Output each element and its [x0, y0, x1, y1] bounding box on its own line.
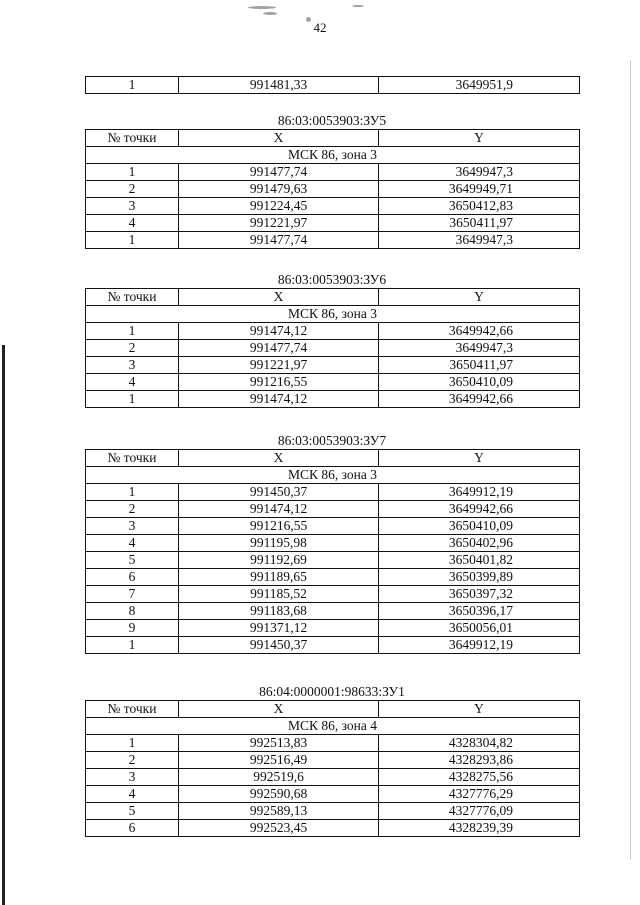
table-row	[86, 374, 580, 391]
table-row	[86, 637, 580, 654]
coordinates-table	[85, 700, 580, 837]
coordinate-system-zone: МСК 86, зона 4	[86, 718, 580, 735]
x-coordinate: 991192,69	[179, 552, 379, 569]
coordinates-table	[85, 449, 580, 654]
y-coordinate: 3649912,19	[379, 637, 580, 654]
y-coordinate: 3649947,3	[379, 164, 580, 181]
x-coordinate: 991195,98	[179, 535, 379, 552]
x-coordinate: 992589,13	[179, 803, 379, 820]
y-coordinate: 3649947,3	[379, 232, 580, 249]
y-coordinate: 3650401,82	[379, 552, 580, 569]
point-number: 3	[86, 198, 179, 215]
table-row	[86, 518, 580, 535]
section-title: 86:03:0053903:ЗУ7	[277, 433, 387, 448]
table-row	[86, 391, 580, 408]
x-coordinate: 991477,74	[179, 164, 379, 181]
header-row	[86, 289, 580, 306]
section-title: 86:03:0053903:ЗУ6	[277, 272, 387, 287]
point-number: 1	[86, 164, 179, 181]
point-number: 2	[86, 340, 179, 357]
table-row	[86, 820, 580, 837]
table-row	[86, 569, 580, 586]
scan-speck	[248, 6, 276, 9]
point-number: 1	[86, 323, 179, 340]
table-row	[86, 323, 580, 340]
y-coordinate: 3650397,32	[379, 586, 580, 603]
x-coordinate: 991216,55	[179, 374, 379, 391]
point-number: 1	[86, 77, 179, 94]
point-number-header: № точки	[86, 450, 179, 467]
y-coordinate: 3650399,89	[379, 569, 580, 586]
y-coordinate: 3649951,9	[379, 77, 580, 94]
y-coordinate: 3650411,97	[379, 215, 580, 232]
coordinate-system-zone: МСК 86, зона 3	[86, 147, 580, 164]
x-coordinate: 991221,97	[179, 215, 379, 232]
table-row	[86, 232, 580, 249]
y-coordinate: 4327776,29	[379, 786, 580, 803]
table-row	[86, 803, 580, 820]
x-coordinate: 991221,97	[179, 357, 379, 374]
x-coordinate: 991481,33	[179, 77, 379, 94]
zone-row	[86, 467, 580, 484]
scan-edge-line	[630, 60, 631, 860]
x-coordinate: 991474,12	[179, 391, 379, 408]
header-row	[86, 130, 580, 147]
table-row	[86, 786, 580, 803]
coordinates-table	[85, 129, 580, 249]
header-row	[86, 450, 580, 467]
point-number: 1	[86, 484, 179, 501]
y-header: Y	[379, 450, 580, 467]
y-coordinate: 3649942,66	[379, 391, 580, 408]
x-coordinate: 991477,74	[179, 340, 379, 357]
header-row	[86, 701, 580, 718]
table-row	[86, 769, 580, 786]
coordinate-system-zone: МСК 86, зона 3	[86, 306, 580, 323]
point-number-header: № точки	[86, 289, 179, 306]
y-coordinate: 3649912,19	[379, 484, 580, 501]
page-number: 42	[313, 20, 327, 35]
point-number: 2	[86, 181, 179, 198]
table-row	[86, 215, 580, 232]
continuation-table	[85, 76, 580, 94]
point-number: 1	[86, 232, 179, 249]
y-header: Y	[379, 289, 580, 306]
table-row	[86, 357, 580, 374]
y-header: Y	[379, 130, 580, 147]
table-row	[86, 164, 580, 181]
point-number: 4	[86, 215, 179, 232]
point-number: 4	[86, 374, 179, 391]
table-row	[86, 535, 580, 552]
x-coordinate: 992519,6	[179, 769, 379, 786]
y-header: Y	[379, 701, 580, 718]
point-number: 3	[86, 357, 179, 374]
point-number: 5	[86, 552, 179, 569]
point-number: 5	[86, 803, 179, 820]
table-row	[86, 735, 580, 752]
point-number: 8	[86, 603, 179, 620]
table-row	[86, 501, 580, 518]
y-coordinate: 3650411,97	[379, 357, 580, 374]
point-number: 3	[86, 769, 179, 786]
x-header: X	[179, 289, 379, 306]
x-coordinate: 991474,12	[179, 323, 379, 340]
scan-edge-line	[2, 345, 5, 905]
point-number-header: № точки	[86, 701, 179, 718]
y-coordinate: 4328293,86	[379, 752, 580, 769]
table-row	[86, 752, 580, 769]
zone-row	[86, 147, 580, 164]
y-coordinate: 4328275,56	[379, 769, 580, 786]
x-coordinate: 991189,65	[179, 569, 379, 586]
table-row	[86, 77, 580, 94]
x-header: X	[179, 130, 379, 147]
coordinate-system-zone: МСК 86, зона 3	[86, 467, 580, 484]
point-number: 2	[86, 501, 179, 518]
table-row	[86, 181, 580, 198]
y-coordinate: 3650402,96	[379, 535, 580, 552]
y-coordinate: 3650410,09	[379, 518, 580, 535]
x-coordinate: 992513,83	[179, 735, 379, 752]
table-row	[86, 603, 580, 620]
table-row	[86, 198, 580, 215]
y-coordinate: 3650412,83	[379, 198, 580, 215]
point-number: 1	[86, 735, 179, 752]
point-number: 2	[86, 752, 179, 769]
scan-speck	[306, 17, 311, 22]
y-coordinate: 3649942,66	[379, 501, 580, 518]
table-row	[86, 484, 580, 501]
point-number: 1	[86, 637, 179, 654]
x-coordinate: 992590,68	[179, 786, 379, 803]
x-header: X	[179, 701, 379, 718]
point-number: 3	[86, 518, 179, 535]
point-number: 4	[86, 535, 179, 552]
y-coordinate: 3650396,17	[379, 603, 580, 620]
point-number-header: № точки	[86, 130, 179, 147]
y-coordinate: 3649949,71	[379, 181, 580, 198]
table-row	[86, 340, 580, 357]
section-title: 86:03:0053903:ЗУ5	[277, 113, 387, 128]
section-title: 86:04:0000001:98633:ЗУ1	[259, 684, 405, 699]
y-coordinate: 3650056,01	[379, 620, 580, 637]
point-number: 9	[86, 620, 179, 637]
zone-row	[86, 718, 580, 735]
zone-row	[86, 306, 580, 323]
x-coordinate: 992523,45	[179, 820, 379, 837]
point-number: 6	[86, 820, 179, 837]
scan-speck	[263, 12, 277, 15]
y-coordinate: 3649942,66	[379, 323, 580, 340]
table-row	[86, 620, 580, 637]
x-coordinate: 992516,49	[179, 752, 379, 769]
y-coordinate: 3649947,3	[379, 340, 580, 357]
point-number: 7	[86, 586, 179, 603]
x-coordinate: 991185,52	[179, 586, 379, 603]
x-coordinate: 991371,12	[179, 620, 379, 637]
y-coordinate: 4328304,82	[379, 735, 580, 752]
y-coordinate: 4328239,39	[379, 820, 580, 837]
x-header: X	[179, 450, 379, 467]
point-number: 4	[86, 786, 179, 803]
scan-speck	[352, 5, 364, 7]
x-coordinate: 991477,74	[179, 232, 379, 249]
x-coordinate: 991474,12	[179, 501, 379, 518]
y-coordinate: 3650410,09	[379, 374, 580, 391]
x-coordinate: 991479,63	[179, 181, 379, 198]
x-coordinate: 991224,45	[179, 198, 379, 215]
x-coordinate: 991450,37	[179, 637, 379, 654]
x-coordinate: 991183,68	[179, 603, 379, 620]
point-number: 1	[86, 391, 179, 408]
table-row	[86, 586, 580, 603]
point-number: 6	[86, 569, 179, 586]
x-coordinate: 991450,37	[179, 484, 379, 501]
x-coordinate: 991216,55	[179, 518, 379, 535]
coordinates-table	[85, 288, 580, 408]
table-row	[86, 552, 580, 569]
y-coordinate: 4327776,09	[379, 803, 580, 820]
